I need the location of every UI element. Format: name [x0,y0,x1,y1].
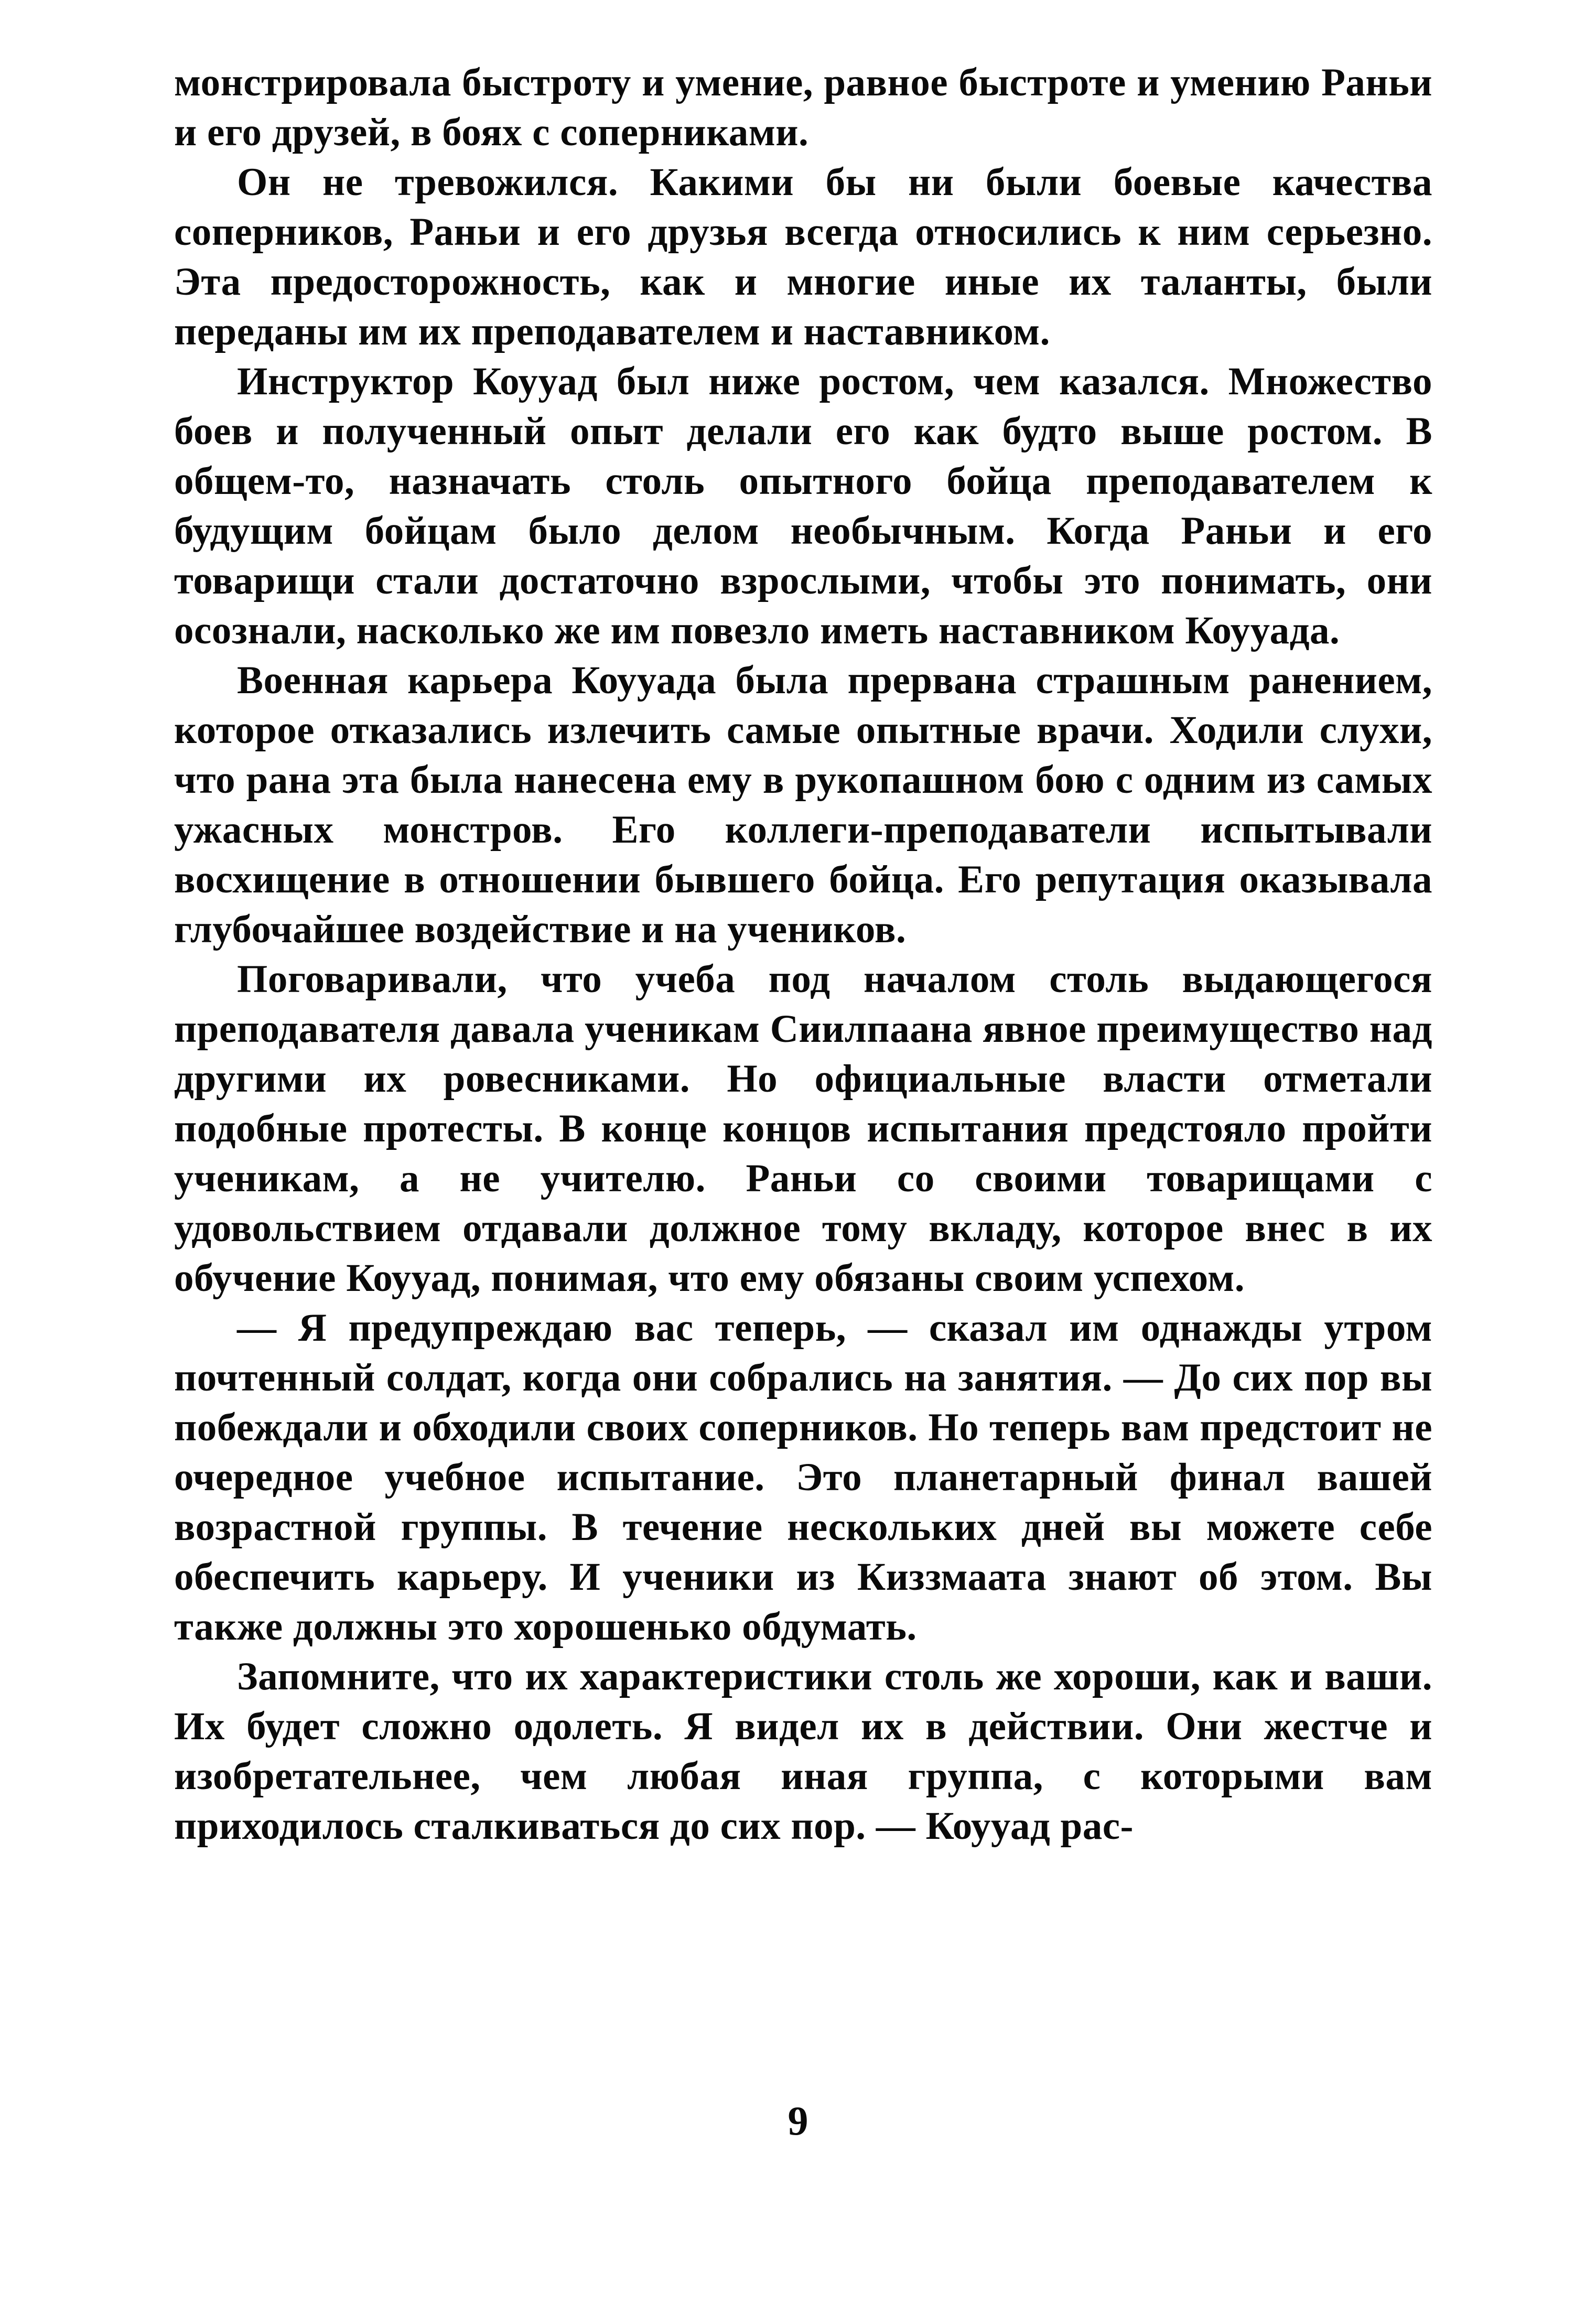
paragraph-3: Инструктор Коууад был ниже ростом, чем казался. Множество боев и полученный опыт делали его как будто выше ростом. В общем-то, назначать столь опытного бойца преподавателем к будущим бойцам было делом необычным. Когда Раньи и его товарищи стали достаточно взрослыми, чтобы это понимать, они осознали, насколько же им повезло иметь наставником Коууада. [174,360,1432,652]
paragraph-6: — Я предупреждаю вас теперь, — сказал им однажды утром почтенный солдат, когда они собрались на занятия. — До сих пор вы побеждали и обходили своих соперников. Но теперь вам предстоит не очередное учебное испытание. Это планетарный финал вашей возрастной группы. В течение нескольких дней вы можете себе обеспечить карьеру. И ученики из Киззмаата знают об этом. Вы также должны это хорошенько обдумать. [174,1306,1432,1649]
paragraph-4: Военная карьера Коууада была прервана страшным ранением, которое отказались излечить самые опытные врачи. Ходили слухи, что рана эта была нанесена ему в рукопашном бою с одним из самых ужасных монстров. Его коллеги-преподаватели испытывали восхищение в отношении бывшего бойца. Его репутация оказывала глубочайшее воздействие и на учеников. [174,659,1432,951]
page-number: 9 [788,2098,808,2144]
paragraph-7: Запомните, что их характеристики столь же хороши, как и ваши. Их будет сложно одолеть. Я видел их в действии. Они жестче и изобретательнее, чем любая иная группа, с которыми вам приходилось сталкиваться до сих пор. — Коууад рас- [174,1655,1432,1848]
paragraph-5: Поговаривали, что учеба под началом столь выдающегося преподавателя давала ученикам Сиилпаана явное преимущество над другими их ровесниками. Но официальные власти отметали подобные протесты. В конце концов испытания предстояло пройти ученикам, а не учителю. Раньи со своими товарищами с удовольствием отдавали должное тому вкладу, которое внес в их обучение Коууад, понимая, что ему обязаны своим успехом. [174,957,1432,1300]
paragraph-2: Он не тревожился. Какими бы ни были боевые качества соперников, Раньи и его друзья всегда относились к ним серьезно. Эта предосторожность, как и многие иные их таланты, были переданы им их преподавателем и наставником. [174,160,1432,353]
page-body [174,58,1432,1851]
paragraph-1: монстрировала быстроту и умение, равное быстроте и умению Раньи и его друзей, в боях с соперниками. [174,61,1432,154]
